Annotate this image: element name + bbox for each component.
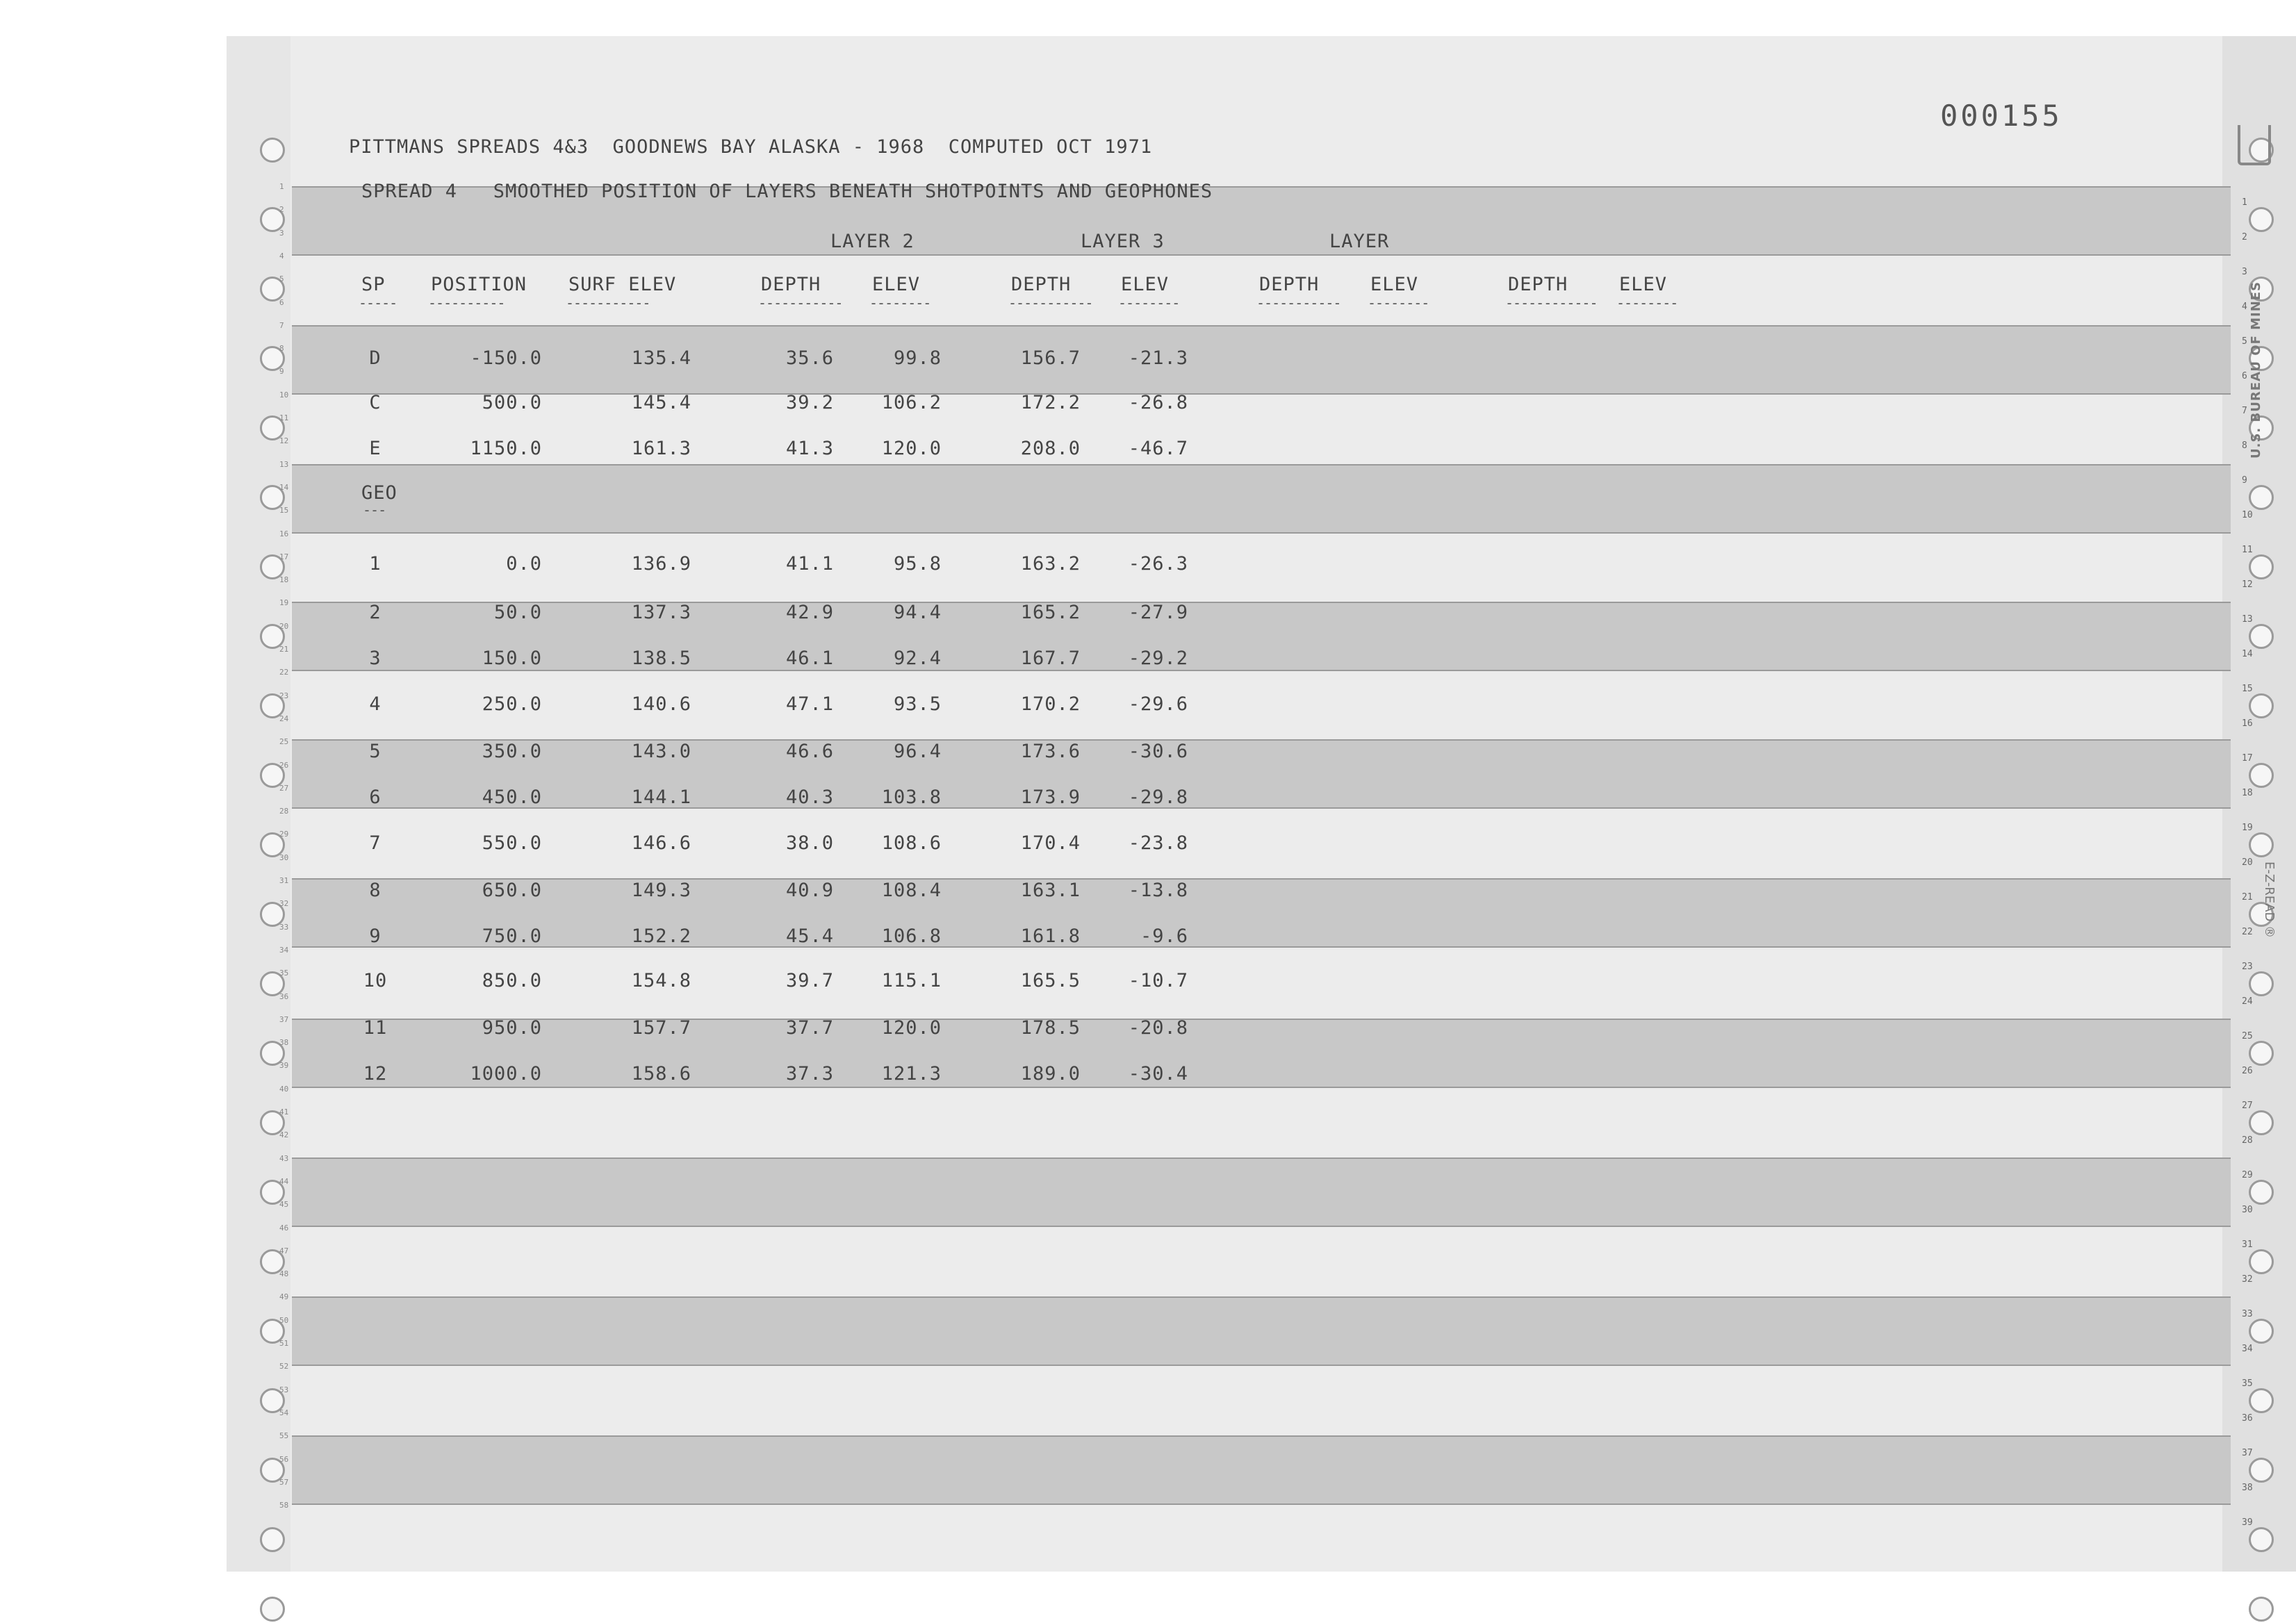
table-cell: 172.2 [1020, 392, 1081, 413]
column-underline: ----------- [566, 295, 650, 311]
line-number: 31 [279, 876, 289, 885]
table-cell: 1 [369, 553, 382, 575]
table-cell: 146.6 [631, 832, 691, 854]
tractor-hole [2249, 1041, 2274, 1066]
table-cell: 550.0 [482, 832, 542, 854]
table-cell: 1000.0 [470, 1063, 542, 1085]
line-number: 28 [2242, 1135, 2253, 1146]
table-cell: 165.2 [1020, 602, 1081, 623]
table-cell: C [369, 392, 382, 413]
tractor-hole [2249, 1388, 2274, 1413]
line-number: 35 [2242, 1378, 2253, 1389]
line-number: 36 [2242, 1413, 2253, 1424]
greenbar-band [292, 1435, 2231, 1505]
table-cell: 5 [369, 741, 382, 762]
tractor-hole [260, 1527, 285, 1552]
line-number: 20 [2242, 857, 2253, 868]
line-number: 42 [279, 1130, 289, 1140]
line-number: 41 [279, 1107, 289, 1117]
line-number: 31 [2242, 1239, 2253, 1250]
line-number: 39 [279, 1061, 289, 1071]
geo-label: GEO [361, 482, 397, 504]
line-number: 38 [279, 1038, 289, 1048]
line-number: 1 [2242, 197, 2247, 208]
table-cell: 138.5 [631, 648, 691, 669]
table-cell: 156.7 [1020, 347, 1081, 369]
report-subtitle: SPREAD 4 SMOOTHED POSITION OF LAYERS BENEATH SHOTPOINTS AND GEOPHONES [361, 181, 1213, 202]
tractor-hole [2249, 1458, 2274, 1483]
tractor-hole [2249, 1319, 2274, 1344]
table-cell: 41.3 [785, 438, 834, 459]
table-cell: -26.8 [1128, 392, 1188, 413]
line-number: 38 [2242, 1483, 2253, 1493]
table-cell: 108.6 [881, 832, 942, 854]
table-cell: 163.1 [1020, 880, 1081, 901]
line-number: 27 [279, 783, 289, 793]
line-number: 2 [2242, 232, 2247, 242]
line-number: 33 [279, 922, 289, 932]
line-number: 11 [279, 413, 289, 422]
line-number: 10 [279, 390, 289, 399]
line-number: 51 [279, 1339, 289, 1348]
table-cell: 158.6 [631, 1063, 691, 1085]
line-number: 53 [279, 1385, 289, 1394]
tractor-hole [2249, 763, 2274, 788]
layer2-header: LAYER 2 [830, 231, 915, 252]
line-number: 56 [279, 1454, 289, 1464]
table-cell: 170.4 [1020, 832, 1081, 854]
line-number: 46 [279, 1223, 289, 1233]
tractor-hole [260, 1597, 285, 1622]
line-number: 7 [279, 320, 284, 330]
line-number: 49 [279, 1292, 289, 1302]
column-underline: ----------- [758, 295, 843, 311]
line-number: 17 [279, 552, 289, 561]
table-cell: -26.3 [1128, 553, 1188, 575]
line-number: 24 [279, 714, 289, 723]
line-number: 52 [279, 1362, 289, 1371]
table-cell: 7 [369, 832, 382, 854]
table-cell: 45.4 [785, 925, 834, 947]
table-cell: 47.1 [785, 693, 834, 715]
table-cell: 144.1 [631, 786, 691, 808]
line-number: 37 [279, 1014, 289, 1024]
line-number: 30 [279, 852, 289, 862]
table-cell: 157.7 [631, 1017, 691, 1039]
line-number: 7 [2242, 406, 2247, 416]
table-cell: 96.4 [893, 741, 942, 762]
table-cell: 37.7 [785, 1017, 834, 1039]
column-header: POSITION [431, 274, 527, 295]
table-cell: 94.4 [893, 602, 942, 623]
line-number: 23 [2242, 962, 2253, 972]
table-cell: 108.4 [881, 880, 942, 901]
line-number: 3 [2242, 267, 2247, 277]
line-number: 22 [279, 668, 289, 677]
column-header: DEPTH [1259, 274, 1320, 295]
table-cell: 140.6 [631, 693, 691, 715]
line-number: 5 [2242, 336, 2247, 347]
line-number: 27 [2242, 1101, 2253, 1111]
table-cell: 137.3 [631, 602, 691, 623]
table-cell: -29.8 [1128, 786, 1188, 808]
table-cell: 42.9 [785, 602, 834, 623]
line-number: 58 [279, 1501, 289, 1510]
table-cell: 167.7 [1020, 648, 1081, 669]
table-cell: 38.0 [785, 832, 834, 854]
line-number: 35 [279, 969, 289, 978]
table-cell: 9 [369, 925, 382, 947]
table-cell: 46.6 [785, 741, 834, 762]
geo-underline: --- [363, 502, 386, 518]
line-number: 21 [279, 645, 289, 654]
line-number: 14 [2242, 649, 2253, 659]
table-cell: 95.8 [893, 553, 942, 575]
column-header: DEPTH [1011, 274, 1072, 295]
line-number: 34 [279, 945, 289, 955]
line-number: 36 [279, 991, 289, 1001]
line-number: 18 [2242, 788, 2253, 798]
line-number: 11 [2242, 545, 2253, 555]
table-cell: D [369, 347, 382, 369]
line-number: 9 [279, 367, 284, 377]
line-number: 18 [279, 575, 289, 585]
line-number: 9 [2242, 475, 2247, 486]
line-number: 33 [2242, 1309, 2253, 1319]
table-cell: 2 [369, 602, 382, 623]
greenbar-band [292, 464, 2231, 534]
table-cell: 93.5 [893, 693, 942, 715]
line-number: 26 [279, 760, 289, 770]
line-number: 45 [279, 1200, 289, 1210]
line-number: 2 [279, 205, 284, 215]
table-cell: 39.7 [785, 970, 834, 991]
line-number: 19 [279, 598, 289, 608]
table-cell: 170.2 [1020, 693, 1081, 715]
table-cell: 121.3 [881, 1063, 942, 1085]
table-cell: 143.0 [631, 741, 691, 762]
column-underline: -------- [1118, 295, 1180, 311]
column-header: ELEV [1121, 274, 1170, 295]
line-number: 1 [279, 182, 284, 191]
tractor-hole [260, 138, 285, 163]
table-cell: 120.0 [881, 438, 942, 459]
tractor-hole [2249, 485, 2274, 510]
table-cell: -30.6 [1128, 741, 1188, 762]
table-cell: 152.2 [631, 925, 691, 947]
table-cell: 103.8 [881, 786, 942, 808]
tractor-hole [2249, 1110, 2274, 1135]
column-underline: ----------- [1256, 295, 1341, 311]
line-number: 3 [279, 228, 284, 238]
table-cell: 350.0 [482, 741, 542, 762]
table-cell: 135.4 [631, 347, 691, 369]
tractor-hole [2249, 624, 2274, 649]
table-cell: 1150.0 [470, 438, 542, 459]
table-cell: 165.5 [1020, 970, 1081, 991]
line-number: 26 [2242, 1066, 2253, 1076]
column-header: SURF ELEV [568, 274, 677, 295]
table-cell: 106.8 [881, 925, 942, 947]
line-number: 15 [279, 506, 289, 516]
column-header: ELEV [872, 274, 921, 295]
greenbar-band [292, 1157, 2231, 1227]
table-cell: 4 [369, 693, 382, 715]
line-number: 47 [279, 1246, 289, 1255]
tractor-hole [2249, 207, 2274, 232]
line-number: 39 [2242, 1517, 2253, 1528]
table-cell: -150.0 [470, 347, 542, 369]
column-header: DEPTH [761, 274, 821, 295]
line-number: 16 [279, 529, 289, 538]
table-cell: 37.3 [785, 1063, 834, 1085]
table-cell: 500.0 [482, 392, 542, 413]
line-number: 14 [279, 482, 289, 492]
line-number: 34 [2242, 1344, 2253, 1354]
line-number: 12 [2242, 579, 2253, 590]
line-number: 17 [2242, 753, 2253, 764]
line-number: 28 [279, 807, 289, 816]
table-cell: 10 [363, 970, 388, 991]
table-cell: 35.6 [785, 347, 834, 369]
line-number: 5 [279, 274, 284, 284]
table-cell: -29.2 [1128, 648, 1188, 669]
table-cell: 8 [369, 880, 382, 901]
line-number: 10 [2242, 510, 2253, 520]
table-cell: 120.0 [881, 1017, 942, 1039]
line-number: 55 [279, 1431, 289, 1441]
line-number: 43 [279, 1153, 289, 1163]
column-header: ELEV [1370, 274, 1419, 295]
table-cell: 450.0 [482, 786, 542, 808]
column-underline: -------- [1616, 295, 1678, 311]
column-underline: ----- [359, 295, 397, 311]
table-cell: -13.8 [1128, 880, 1188, 901]
line-number: 24 [2242, 996, 2253, 1007]
table-cell: 6 [369, 786, 382, 808]
table-cell: 39.2 [785, 392, 834, 413]
table-cell: -9.6 [1140, 925, 1188, 947]
line-number: 37 [2242, 1448, 2253, 1458]
table-cell: 750.0 [482, 925, 542, 947]
table-cell: 41.1 [785, 553, 834, 575]
line-number: 23 [279, 691, 289, 700]
column-header: DEPTH [1508, 274, 1568, 295]
tractor-hole [2249, 1180, 2274, 1205]
line-number: 13 [2242, 614, 2253, 625]
line-number: 12 [279, 436, 289, 446]
column-header: SP [361, 274, 386, 295]
column-header: ELEV [1619, 274, 1668, 295]
table-cell: 154.8 [631, 970, 691, 991]
tractor-hole [2249, 1249, 2274, 1274]
tractor-hole [2249, 971, 2274, 996]
table-cell: -30.4 [1128, 1063, 1188, 1085]
table-cell: 163.2 [1020, 553, 1081, 575]
line-number: 13 [279, 459, 289, 469]
line-number: 19 [2242, 823, 2253, 833]
table-cell: 3 [369, 648, 382, 669]
line-number: 25 [279, 737, 289, 747]
line-number: 29 [279, 830, 289, 839]
table-cell: 0.0 [506, 553, 542, 575]
line-number: 30 [2242, 1205, 2253, 1215]
layer3-header: LAYER 3 [1081, 231, 1165, 252]
table-cell: 150.0 [482, 648, 542, 669]
table-cell: 99.8 [893, 347, 942, 369]
table-cell: 161.8 [1020, 925, 1081, 947]
line-number: 4 [279, 251, 284, 261]
table-cell: 40.9 [785, 880, 834, 901]
tractor-hole [2249, 1597, 2274, 1622]
line-number: 40 [279, 1084, 289, 1094]
paper-logo-icon [2238, 125, 2271, 165]
line-number: 6 [2242, 371, 2247, 381]
table-cell: -46.7 [1128, 438, 1188, 459]
ezread-margin-text: E-Z-READ ® [2262, 862, 2277, 939]
table-cell: 11 [363, 1017, 388, 1039]
line-number: 44 [279, 1176, 289, 1186]
table-cell: 208.0 [1020, 438, 1081, 459]
table-cell: -29.6 [1128, 693, 1188, 715]
table-cell: 115.1 [881, 970, 942, 991]
line-number: 48 [279, 1269, 289, 1279]
tractor-hole [2249, 554, 2274, 579]
column-underline: ----------- [1008, 295, 1093, 311]
line-number: 15 [2242, 684, 2253, 694]
table-cell: 173.6 [1020, 741, 1081, 762]
table-cell: 189.0 [1020, 1063, 1081, 1085]
line-number: 32 [279, 899, 289, 909]
table-cell: 161.3 [631, 438, 691, 459]
line-number: 6 [279, 297, 284, 307]
report-title: PITTMANS SPREADS 4&3 GOODNEWS BAY ALASKA - 1968 COMPUTED OCT 1971 [349, 136, 1153, 158]
line-number: 8 [279, 344, 284, 354]
page-number: 000155 [1940, 99, 2063, 133]
table-cell: 650.0 [482, 880, 542, 901]
table-cell: 178.5 [1020, 1017, 1081, 1039]
table-cell: 173.9 [1020, 786, 1081, 808]
line-number: 57 [279, 1477, 289, 1487]
table-cell: 250.0 [482, 693, 542, 715]
greenbar-band [292, 1296, 2231, 1366]
table-cell: 149.3 [631, 880, 691, 901]
table-cell: 92.4 [893, 648, 942, 669]
table-cell: -21.3 [1128, 347, 1188, 369]
line-number: 22 [2242, 927, 2253, 937]
column-underline: ---------- [428, 295, 505, 311]
line-number: 16 [2242, 718, 2253, 729]
table-cell: -23.8 [1128, 832, 1188, 854]
table-cell: 145.4 [631, 392, 691, 413]
line-number: 29 [2242, 1170, 2253, 1180]
table-cell: E [369, 438, 382, 459]
tractor-hole [2249, 832, 2274, 857]
table-cell: 12 [363, 1063, 388, 1085]
table-cell: 46.1 [785, 648, 834, 669]
table-cell: 850.0 [482, 970, 542, 991]
table-cell: 950.0 [482, 1017, 542, 1039]
line-number: 25 [2242, 1031, 2253, 1041]
table-cell: 40.3 [785, 786, 834, 808]
line-number: 8 [2242, 440, 2247, 451]
table-cell: -20.8 [1128, 1017, 1188, 1039]
layer-header: LAYER [1329, 231, 1390, 252]
line-number: 50 [279, 1315, 289, 1325]
line-number: 32 [2242, 1274, 2253, 1285]
column-underline: -------- [869, 295, 931, 311]
tractor-hole [2249, 693, 2274, 718]
line-number: 20 [279, 621, 289, 631]
column-underline: ------------ [1505, 295, 1598, 311]
table-cell: -10.7 [1128, 970, 1188, 991]
table-cell: 106.2 [881, 392, 942, 413]
table-cell: 136.9 [631, 553, 691, 575]
line-number: 21 [2242, 892, 2253, 903]
table-cell: 50.0 [493, 602, 542, 623]
line-number: 54 [279, 1408, 289, 1417]
table-cell: -27.9 [1128, 602, 1188, 623]
line-number: 4 [2242, 302, 2247, 312]
column-underline: -------- [1368, 295, 1429, 311]
tractor-hole [2249, 1527, 2274, 1552]
bureau-margin-text: U.S. BUREAU OF MINES [2249, 281, 2263, 459]
